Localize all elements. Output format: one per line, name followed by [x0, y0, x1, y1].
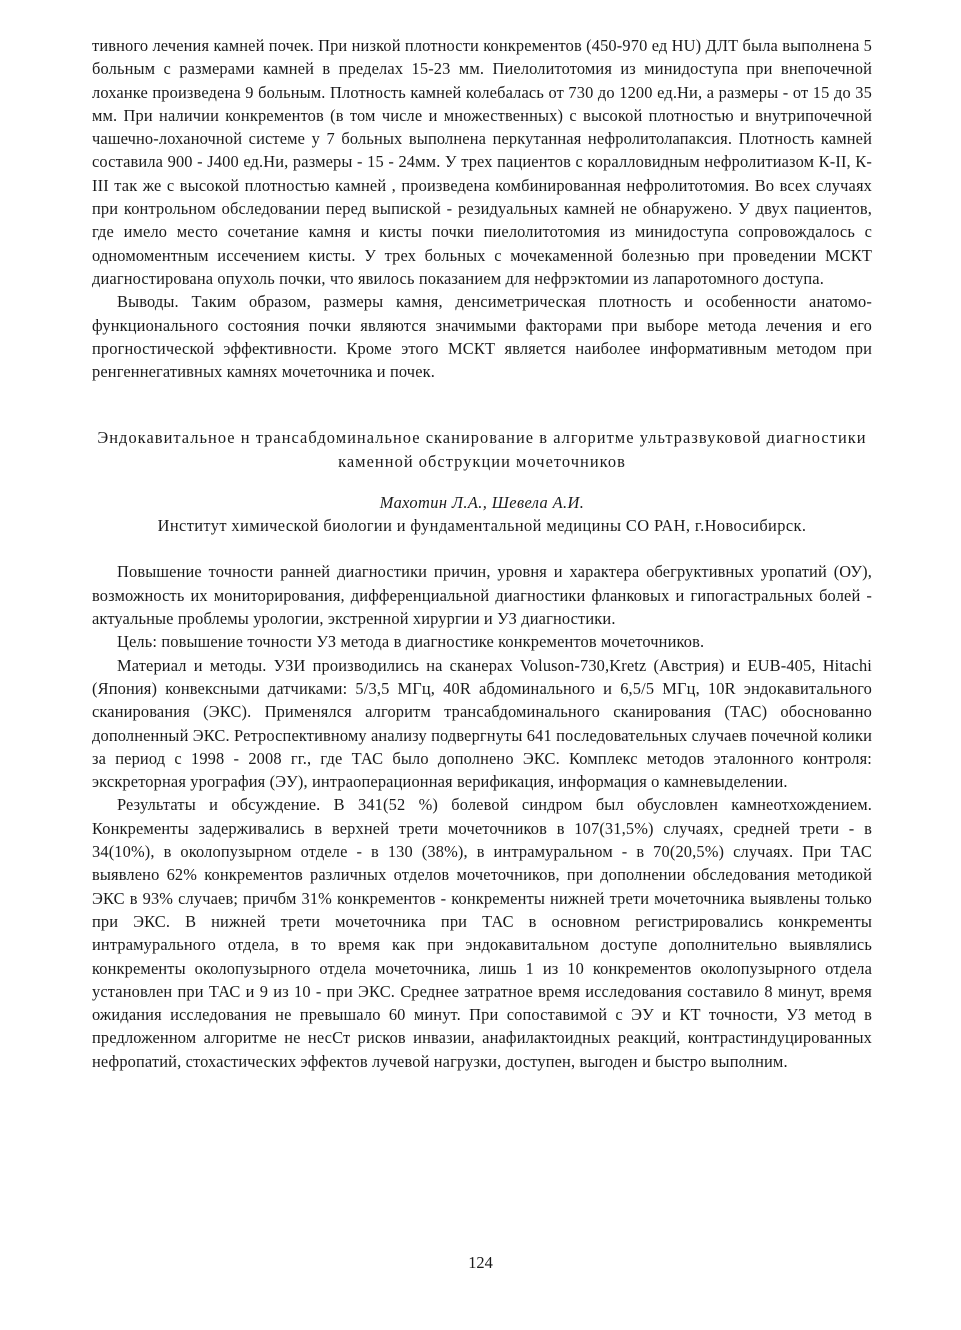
article-title: Эндокавитальное н трансабдоминальное сканирование в алгоритме ультразвуковой диагностики каменной обструкции мочеточников [97, 428, 867, 472]
article-body [92, 560, 872, 1073]
previous-article-conclusions: Выводы. Таким образом, размеры камня, денсиметрическая плотность и особенности анатомо-функционального состояния почки являются значимыми факторами при выборе метода лечения и его прогностической эффективности. Кроме этого МСКТ является наиболее информативным методом при ренгеннегативных камнях мочеточника и почек. [92, 292, 872, 382]
article-affiliation: Институт химической биологии и фундаментальной медицины СО РАН, г.Новосибирск. [157, 516, 807, 536]
goal-paragraph: Цель: повышение точности УЗ метода в диагностике конкрементов мочеточников. [117, 632, 705, 652]
previous-article-paragraph: тивного лечения камней почек. При низкой плотности конкрементов (450-970 ед HU) ДЛТ была выполнена 5 больным с размерами камней в пределах 15-23 мм. Пиелолитотомия из минидоступа при внепочечной лоханке произведена 9 больным. Плотность камней колебалась от 730 до 1200 ед.Ни, а размеры - от 15 до 35 мм. При наличии конкрементов (в том числе и множественных) с высокой плотностью и внутрипочечной чашечно-лоханочной системе у 7 больных выполнена перкутанная нефролитолапаксия. Плотность камней составила 900 - J400 ед.Ни, размеры - 15 - 24мм. У трех пациентов с коралловидным нефролитиазом К-II, К-III так же с высокой плотностью камней , произведена комбинированная нефролитотомия. Во всех случаях при контрольном обследовании перед выпиской - резидуальных камней не обнаружено. У двух пациентов, где имело место сочетание камня и кисты почки пиелолитотомия из минидоступа сопровождалось с одномоментным иссечением кисты. У трех больных с мочекаменной болезнью при проведении МСКТ диагностирована опухоль почки, что явилось показанием для нефрэктомии из лапаротомного доступа. [92, 36, 872, 288]
results-paragraph: Результаты и обсуждение. В 341(52 %) болевой синдром был обусловлен камнеотхождением. Конкременты задерживались в верхней трети мочеточников в 107(31,5%) случаях, средней трети - в 34(10%), в околопузырном отделе - в 130 (38%), в интрамуральном - в 70(20,5%) случаях. При ТАС выявлено 62% конкрементов различных отделов мочеточников, при дополнении обследования методикой ЭКС в 93% случаев; причбм 31% конкрементов - конкременты нижней трети мочеточника выявлены только при ЭКС. В нижней трети мочеточника при ТАС в основном регистрировались конкременты интрамурального отдела, в то время как при эндокавитальном доступе дополнительно выявлялись конкременты околопузырного отдела мочеточника, лишь 1 из 10 конкрементов околопузырного отдела установлен при ТАС и 9 из 10 - при ЭКС. Среднее затратное время исследования составило 8 минут, время ожидания исследования не превышало 60 минут. При сопоставимой с ЭУ и КТ точности, УЗ метод в предложенном алгоритме не несСт рисков инвазии, анафилактоидных реакций, контрастиндуцированных нефропатий, стохастических эффектов лучевой нагрузки, доступен, выгоден и быстро выполним. [92, 795, 872, 1071]
methods-paragraph: Материал и методы. УЗИ производились на сканерах Voluson-730,Kretz (Австрия) и EUB-405, Hitachi (Япония) конвексными датчиками: 5/3,5 МГц, 40R абдоминального и 6,5/5 МГц, 10R эндокавитального сканирования (ЭКС). Применялся алгоритм трансабдоминального сканирования (ТАС) обоснованно дополненный ЭКС. Ретроспективному анализу подвергнуты 641 последовательных случаев почечной колики за период с 1998 - 2008 гг., где ТАС было дополнено ЭКС. Комплекс методов эталонного контроля: экскреторная урография (ЭУ), интраоперационная верификация, информация о камневыделении. [92, 655, 872, 792]
page-content [92, 34, 872, 1073]
article-authors: Махотин Л.А., Шевела А.И. [379, 493, 585, 513]
intro-paragraph: Повышение точности ранней диагностики причин, уровня и характера обегруктивных уропатий (ОУ), возможность их мониторирования, дифференциальной диагностики фланковых и гипогастральных болей - актуальные проблемы урологии, экстренной хирургии и УЗ диагностики. [92, 562, 872, 629]
page-number: 124 [468, 1253, 493, 1272]
